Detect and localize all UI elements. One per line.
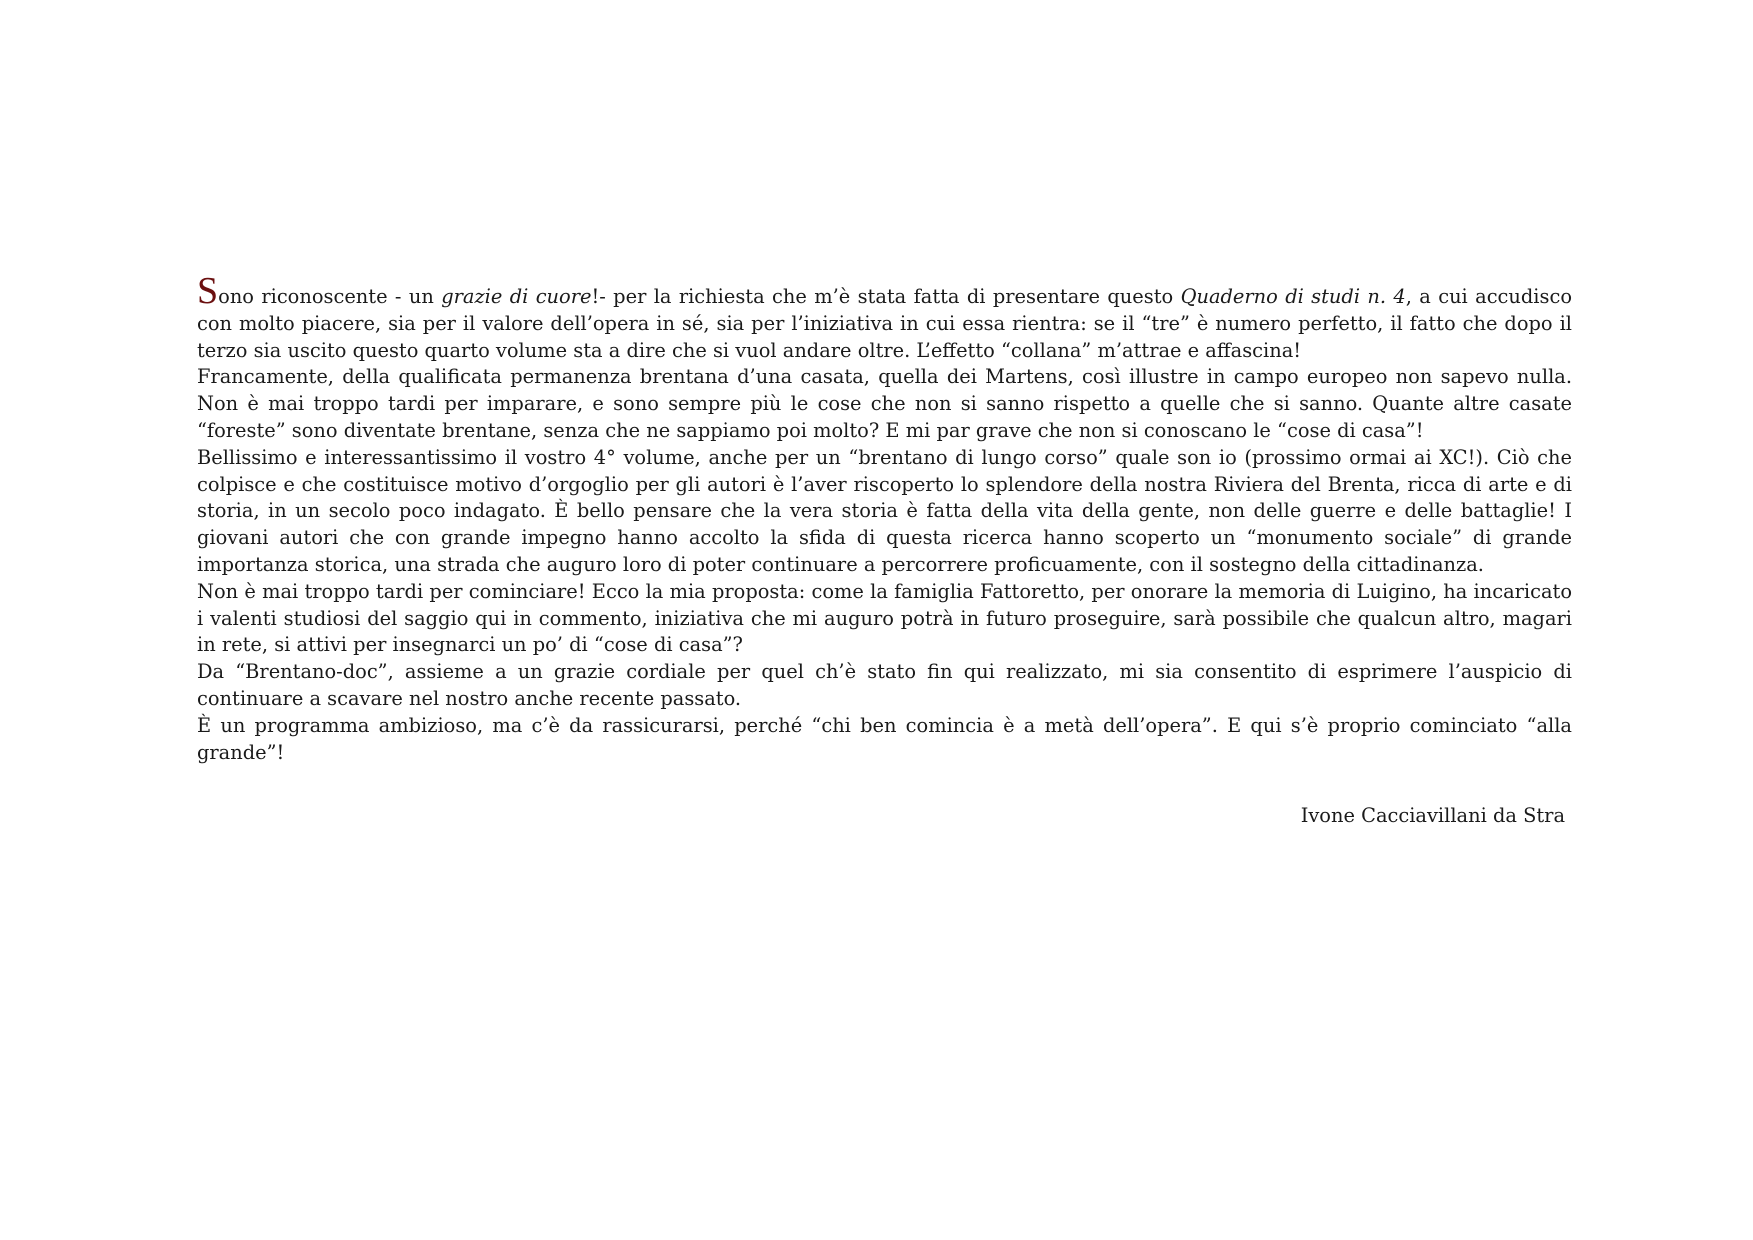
paragraph-6: È un programma ambizioso, ma c’è da rassicurarsi, perché “chi ben comincia è a metà dell’opera”. E qui s’è proprio cominciato “alla grande”!: [197, 713, 1572, 764]
signature: Ivone Cacciavillani da Stra: [1300, 804, 1565, 827]
paragraph-1: [197, 270, 1572, 364]
paragraph-1-italic-a: grazie di cuore: [441, 285, 592, 308]
paragraph-5: Da “Brentano-doc”, assieme a un grazie cordiale per quel ch’è stato fin qui realizzato, mi sia consentito di esprimere l’auspicio di continuare a scavare nel nostro anche recente passato.: [197, 660, 1572, 710]
letter-body: [197, 270, 1572, 766]
paragraph-1-text-b: !- per la richiesta che m’è stata fatta di presentare questo: [591, 285, 1181, 308]
paragraph-4: Non è mai troppo tardi per cominciare! Ecco la mia proposta: come la famiglia Fattoretto, per onorare la memoria di Luigino, ha incaricato i valenti studiosi del saggio qui in commento, iniziativa che mi auguro potrà in futuro proseguire, sarà possibile che qualcun altro, magari in rete, si attivi per insegnarci un po’ di “cose di casa”?: [197, 579, 1572, 657]
paragraph-1-italic-b: Quaderno di studi n. 4: [1180, 285, 1406, 308]
paragraph-1-text-a: ono riconoscente - un: [218, 285, 442, 308]
paragraph-1-text-c: , a cui accudisco con molto piacere, sia per il valore dell’opera in sé, sia per l’iniziativa in cui essa rientra: se il “tre” è numero perfetto, il fatto che dopo il terzo sia uscito questo quarto volume sta a dire che si vuol andare oltre. L’effetto “collana” m’attrae e affascina!: [197, 285, 1572, 362]
paragraph-2: Francamente, della qualificata permanenza brentana d’una casata, quella dei Martens, così illustre in campo europeo non sapevo nulla. Non è mai troppo tardi per imparare, e sono sempre più le cose che non si sanno rispetto a quelle che si sanno. Quante altre casate “foreste” sono diventate brentane, senza che ne sappiamo poi molto? E mi par grave che non si conoscano le “cose di casa”!: [197, 365, 1572, 442]
paragraph-3: Bellissimo e interessantissimo il vostro 4° volume, anche per un “brentano di lungo corso” quale son io (prossimo ormai ai XC!). Ciò che colpisce e che costituisce motivo d’orgoglio per gli autori è l’aver riscoperto lo splendore della nostra Riviera del Brenta, ricca di arte e di storia, in un secolo poco indagato. È bello pensare che la vera storia è fatta della vita della gente, non delle guerre e delle battaglie! I giovani autori che con grande impegno hanno accolto la sfida di questa ricerca hanno scoperto un “monumento sociale” di grande importanza storica, una strada che auguro loro di poter continuare a percorrere proficuamente, con il sostegno della cittadinanza.: [197, 445, 1572, 576]
drop-initial: S: [197, 270, 219, 312]
